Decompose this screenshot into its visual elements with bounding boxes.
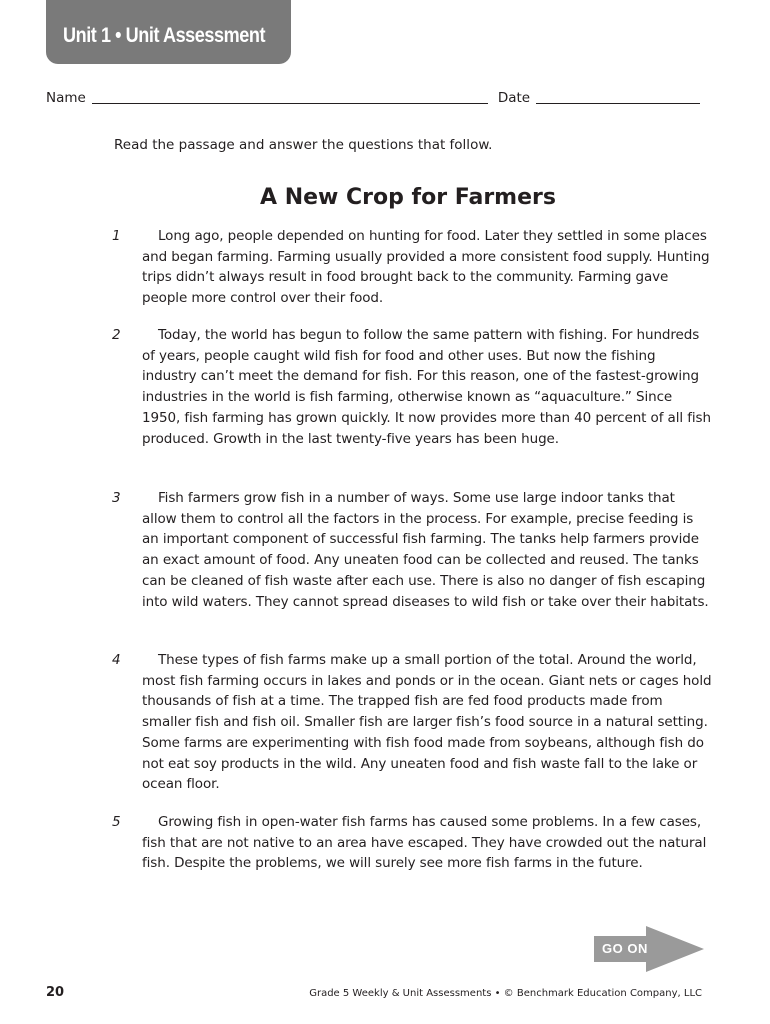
paragraph-4 [112,650,712,795]
footer-credit: Grade 5 Weekly & Unit Assessments • © Benchmark Education Company, LLC [309,988,702,999]
unit-header-label: Unit 1 • Unit Assessment [63,24,266,47]
paragraph-3 [112,488,712,612]
paragraph-1 [112,226,712,309]
paragraph-2 [112,325,712,449]
paragraph-5 [112,812,712,874]
paragraph-text: Fish farmers grow fish in a number of ways. Some use large indoor tanks that allow them to control all the factors in the process. For example, precise feeding is an important component of successful fish farming. The tanks help farmers provide an exact amount of food. Any uneaten food can be collected and reused. The tanks can be cleaned of fish waste after each use. There is also no danger of fish escaping into wild waters. They cannot spread diseases to wild fish or take over their habitats. [142,490,709,610]
paragraph-number: 3 [112,490,121,506]
date-label: Date [497,90,531,106]
go-on-label: GO ON [602,941,648,956]
paragraph-text: Today, the world has begun to follow the same pattern with fishing. For hundreds of years, people caught wild fish for food and other uses. But now the fishing industry can’t meet the demand for fish. For this reason, one of the fastest-growing industries in the world is fish farming, otherwise known as “aquaculture.” Since 1950, fish farming has grown quickly. It now provides more than 40 percent of all fish produced. Growth in the last twenty-five years has been huge. [142,327,711,447]
page-number: 20 [46,985,65,1000]
paragraph-text: Long ago, people depended on hunting for food. Later they settled in some places and began farming. Farming usually provided a more consistent food supply. Hunting trips didn’t always result in food brought back to the community. Farming gave people more control over their food. [142,228,710,307]
passage-title: A New Crop for Farmers [260,185,556,210]
paragraph-number: 4 [112,652,121,668]
paragraph-text: Growing fish in open-water fish farms has caused some problems. In a few cases, fish that are not native to an area have escaped. They have crowded out the natural fish. Despite the problems, we will surely see more fish farms in the future. [142,814,707,872]
name-label: Name [46,90,86,106]
date-field[interactable] [536,90,700,104]
paragraph-number: 2 [112,327,121,343]
go-on-button[interactable] [594,926,706,972]
paragraph-number: 5 [112,814,121,830]
paragraph-text: These types of fish farms make up a small portion of the total. Around the world, most fish farming occurs in lakes and ponds or in the ocean. Giant nets or cages hold thousands of fish at a time. The trapped fish are fed food products made from smaller fish and fish oil. Smaller fish are larger fish’s food source in a natural setting. Some farms are experimenting with fish food made from soybeans, although fish do not eat soy products in the wild. Any uneaten food and fish waste fall to the lake or ocean floor. [142,652,712,793]
name-date-line [46,90,706,106]
unit-header-tab [46,0,291,64]
name-field[interactable] [92,90,488,104]
paragraph-number: 1 [112,228,121,244]
instructions: Read the passage and answer the questions that follow. [114,137,493,153]
